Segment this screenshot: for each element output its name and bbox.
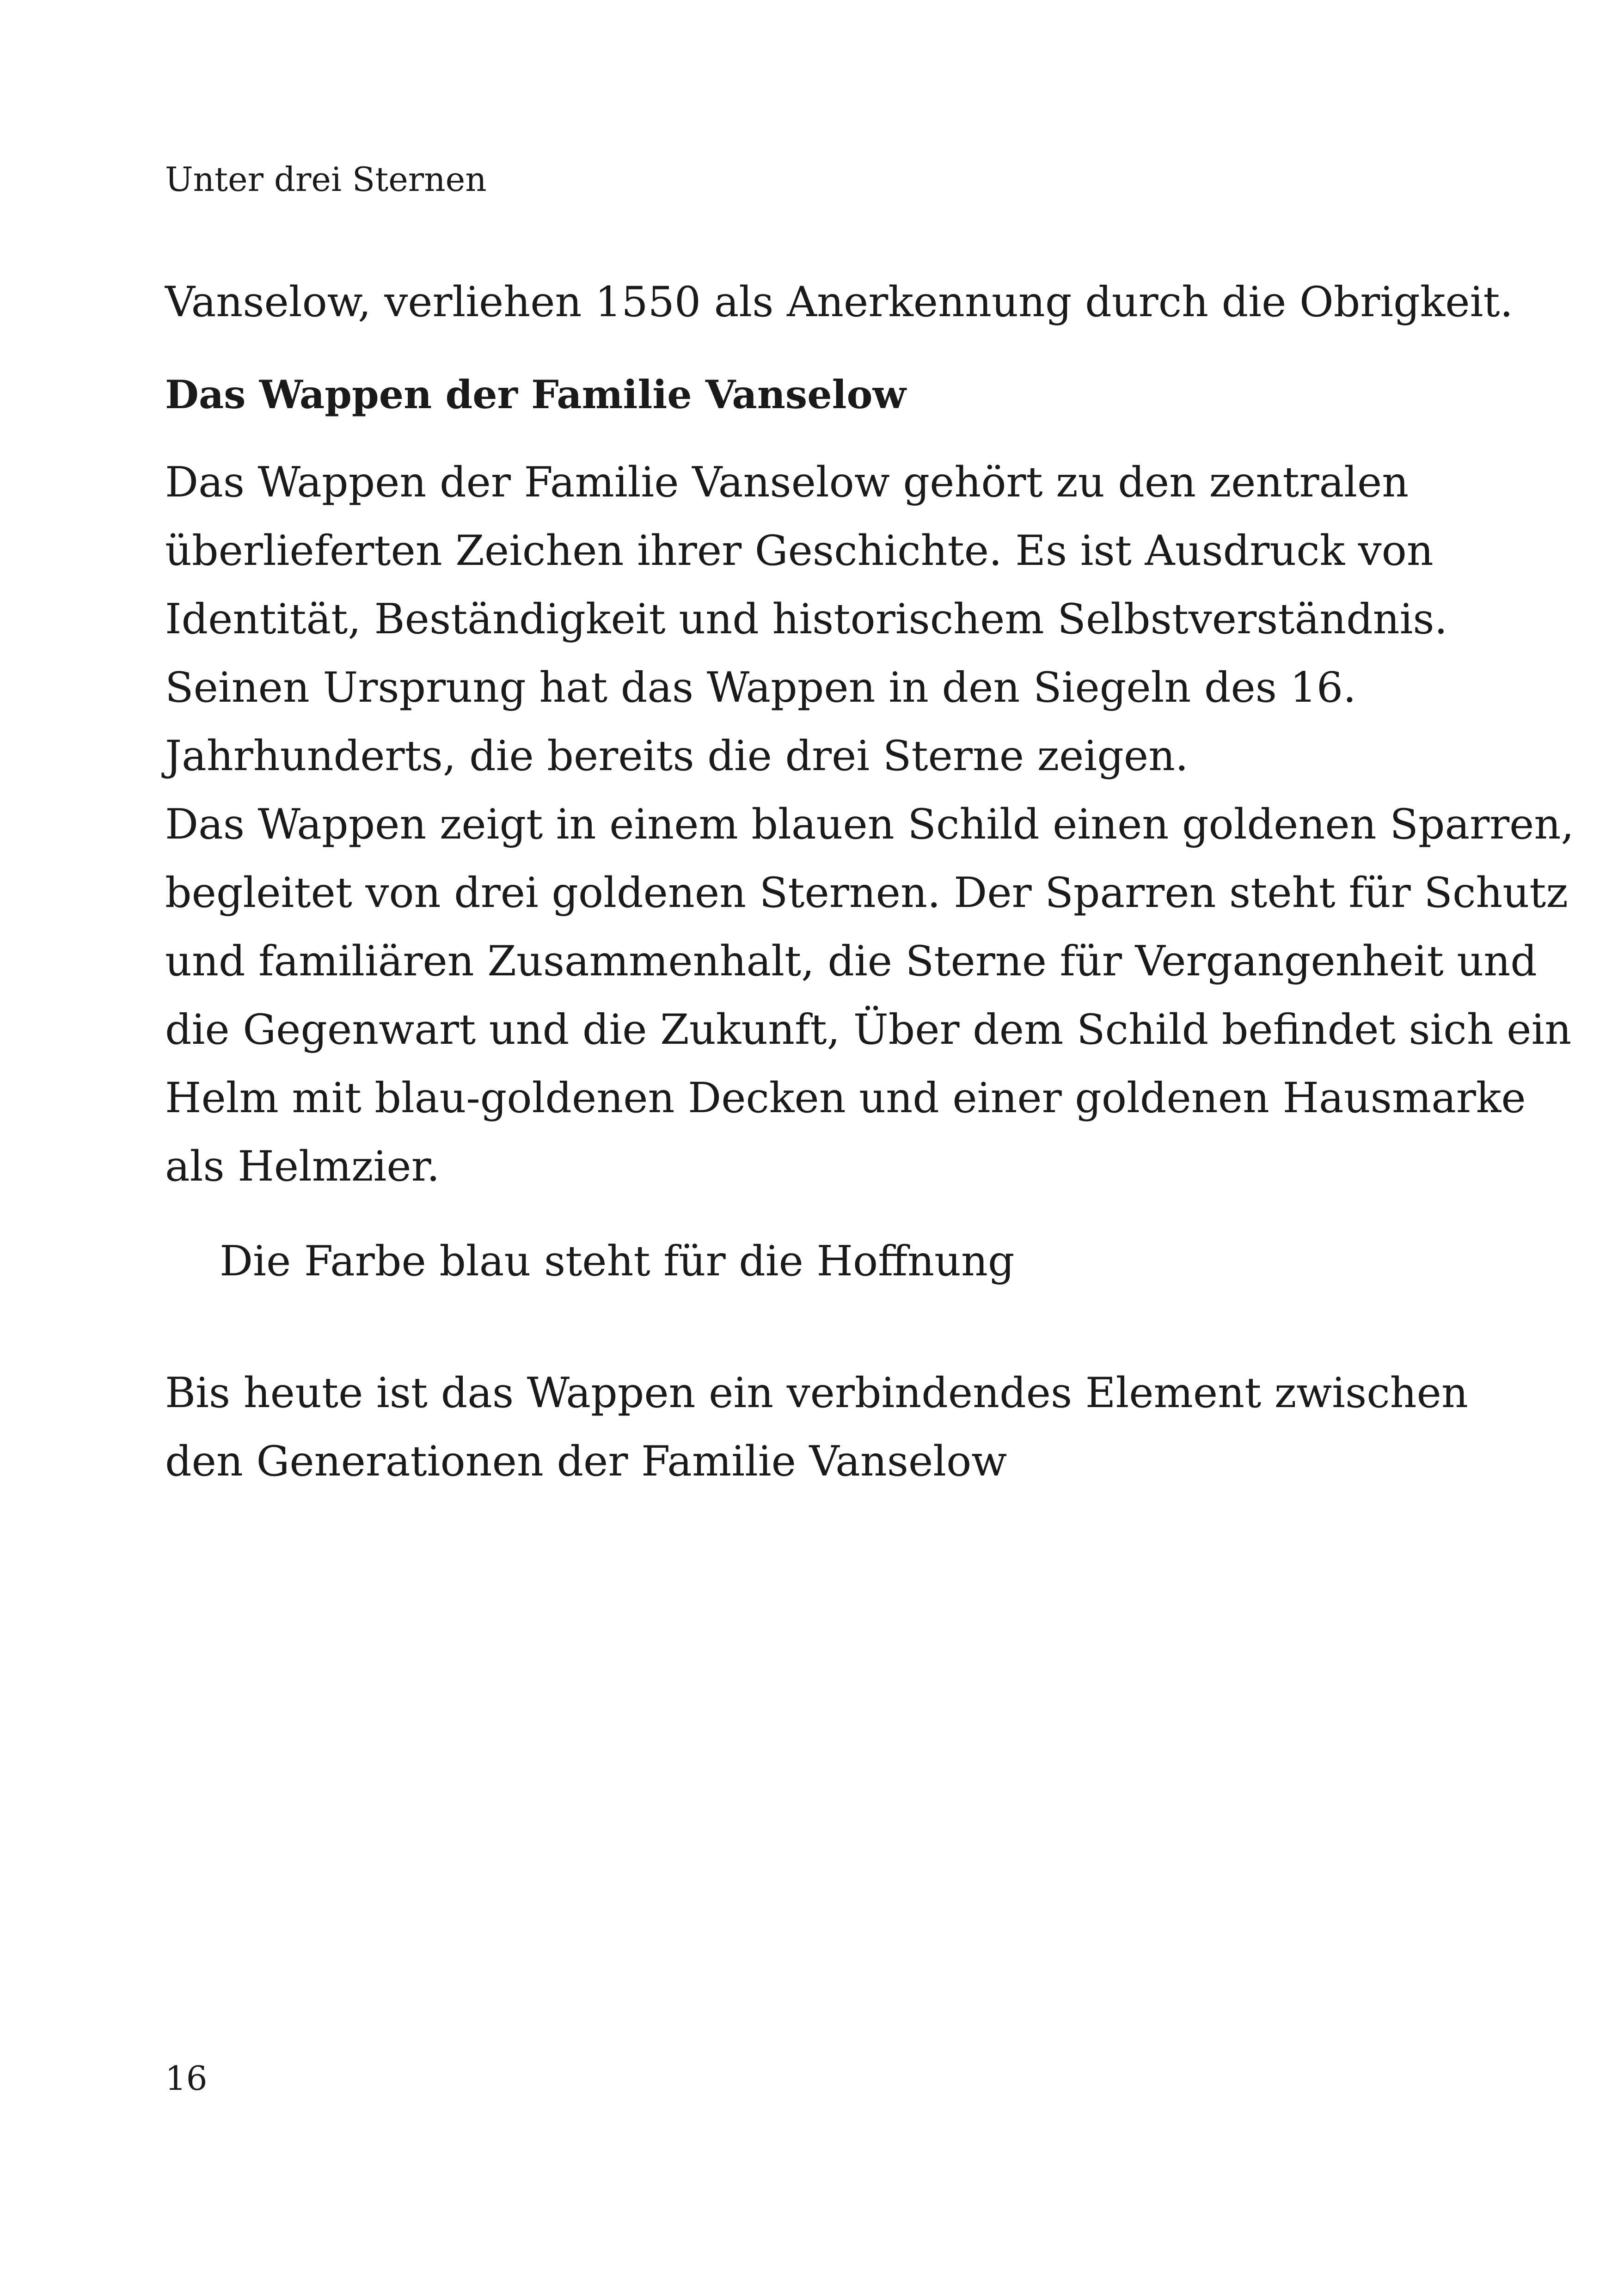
paragraph-coat-of-arms [165, 448, 1575, 1201]
section-heading: Das Wappen der Familie Vanselow [165, 372, 906, 417]
text-line: Das Wappen zeigt in einem blauen Schild einen goldenen Sparren, [165, 800, 1575, 849]
text-line: als Helmzier. [165, 1142, 440, 1191]
text-line: Bis heute ist das Wappen ein verbindendes Element zwischen [165, 1369, 1468, 1417]
text-line: begleitet von drei goldenen Sternen. Der Sparren steht für Schutz [165, 869, 1568, 917]
text-line: überlieferten Zeichen ihrer Geschichte. Es ist Ausdruck von [165, 527, 1434, 575]
intro-line: Vanselow, verliehen 1550 als Anerkennung durch die Obrigkeit. [165, 278, 1514, 326]
indented-statement: Die Farbe blau steht für die Hoffnung [220, 1237, 1015, 1286]
text-line: und familiären Zusammenhalt, die Sterne für Vergangenheit und [165, 937, 1537, 986]
intro-paragraph [165, 268, 1514, 337]
page-number: 16 [165, 2059, 208, 2098]
text-line: den Generationen der Familie Vanselow [165, 1437, 1007, 1486]
text-line: Jahrhunderts, die bereits die drei Sterne zeigen. [165, 732, 1189, 780]
text-line: Identität, Beständigkeit und historischem Selbstverständnis. [165, 595, 1448, 643]
text-line: Seinen Ursprung hat das Wappen in den Siegeln des 16. [165, 663, 1356, 712]
running-head: Unter drei Sternen [165, 160, 487, 199]
closing-paragraph [165, 1359, 1506, 1496]
text-line: Helm mit blau-goldenen Decken und einer goldenen Hausmarke [165, 1074, 1526, 1122]
text-line: die Gegenwart und die Zukunft, Über dem Schild befindet sich ein [165, 1005, 1572, 1054]
text-line: Das Wappen der Familie Vanselow gehört zu den zentralen [165, 458, 1409, 507]
